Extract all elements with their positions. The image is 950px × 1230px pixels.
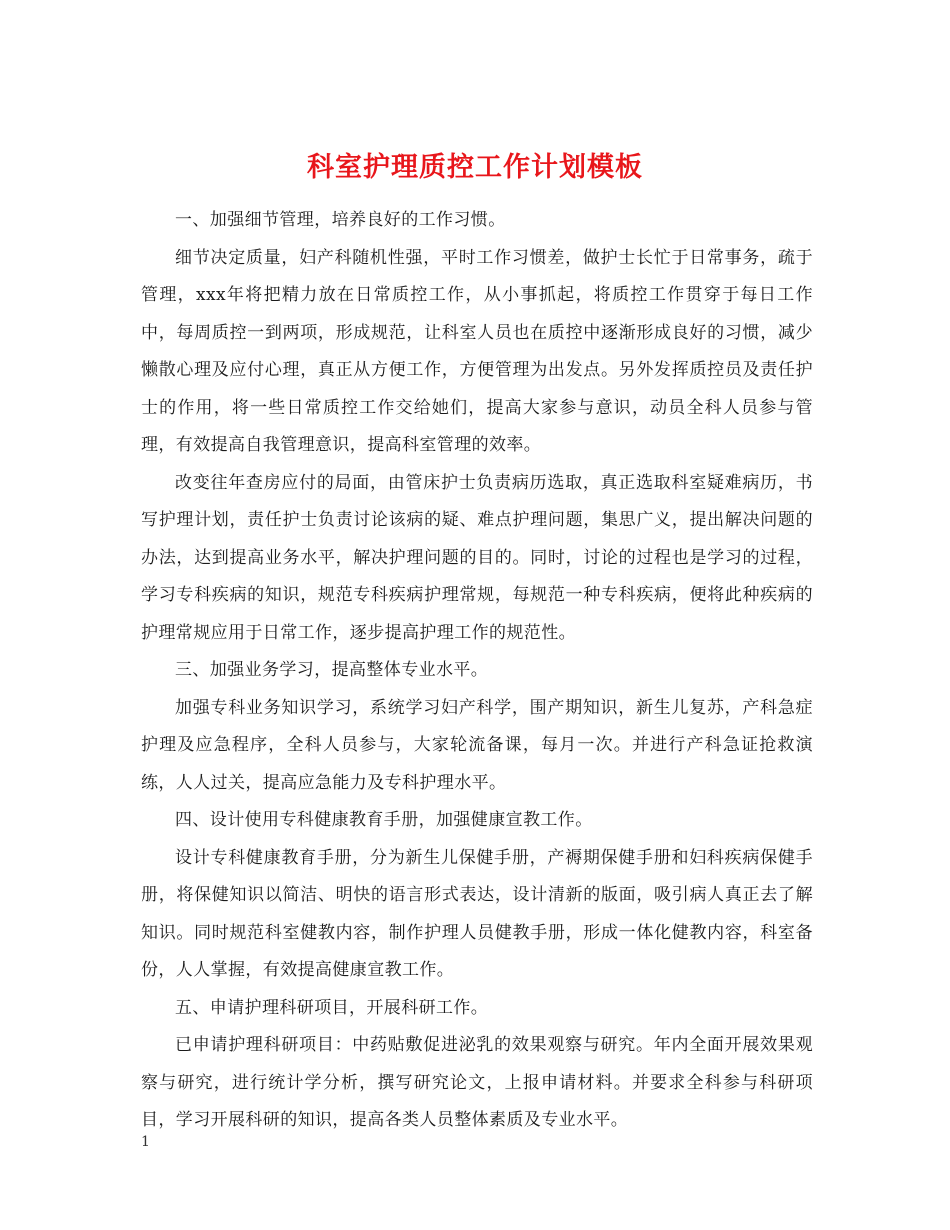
section-heading-3: 三、加强业务学习，提高整体专业水平。 bbox=[175, 660, 489, 680]
paragraph-health-education: 设计专科健康教育手册，分为新生儿保健手册，产褥期保健手册和妇科疾病保健手册，将保健知识以简洁、明快的语言形式表达，设计清新的版面，吸引病人真正去了解知识。同时规范科室健教内容，制作护理人员健教手册，形成一体化健教内容，科室备份，人人掌握，有效提高健康宣教工作。 bbox=[141, 847, 813, 980]
section-heading-5: 五、申请护理科研项目，开展科研工作。 bbox=[175, 997, 489, 1018]
section-heading-1: 一、加强细节管理，培养良好的工作习惯。 bbox=[175, 210, 506, 230]
document-title: 科室护理质控工作计划模板 bbox=[307, 152, 643, 184]
document-body bbox=[141, 202, 813, 1140]
paragraph-ward-rounds: 改变往年查房应付的局面，由管床护士负责病历选取，真正选取科室疑难病历，书写护理计划，责任护士负责讨论该病的疑、难点护理问题，集思广义，提出解决问题的办法，达到提高业务水平，解决护理问题的目的。同时，讨论的过程也是学习的过程，学习专科疾病的知识，规范专科疾病护理常规，每规范一种专科疾病，便将此种疾病的护理常规应用于日常工作，逐步提高护理工作的规范性。 bbox=[141, 472, 813, 643]
paragraph-business-study: 加强专科业务知识学习，系统学习妇产科学，围产期知识，新生儿复苏，产科急症护理及应急程序，全科人员参与，大家轮流备课，每月一次。并进行产科急证抢救演练，人人过关，提高应急能力及专科护理水平。 bbox=[141, 697, 813, 793]
section-heading-4: 四、设计使用专科健康教育手册，加强健康宣教工作。 bbox=[175, 810, 593, 830]
paragraph-detail-management: 细节决定质量，妇产科随机性强，平时工作习惯差，做护士长忙于日常事务，疏于管理，xxx年将把精力放在日常质控工作，从小事抓起，将质控工作贯穿于每日工作中，每周质控一到两项，形成规范，让科室人员也在质控中逐渐形成良好的习惯，减少懒散心理及应付心理，真正从方便工作，方便管理为出发点。另外发挥质控员及责任护士的作用，将一些日常质控工作交给她们，提高大家参与意识，动员全科人员参与管理，有效提高自我管理意识，提高科室管理的效率。 bbox=[141, 247, 813, 455]
paragraph-research: 已申请护理科研项目：中药贴敷促进泌乳的效果观察与研究。年内全面开展效果观察与研究，进行统计学分析，撰写研究论文，上报申请材料。并要求全科参与科研项目，学习开展科研的知识，提高各类人员整体素质及专业水平。 bbox=[141, 1035, 813, 1130]
page-number: 1 bbox=[141, 1134, 150, 1150]
